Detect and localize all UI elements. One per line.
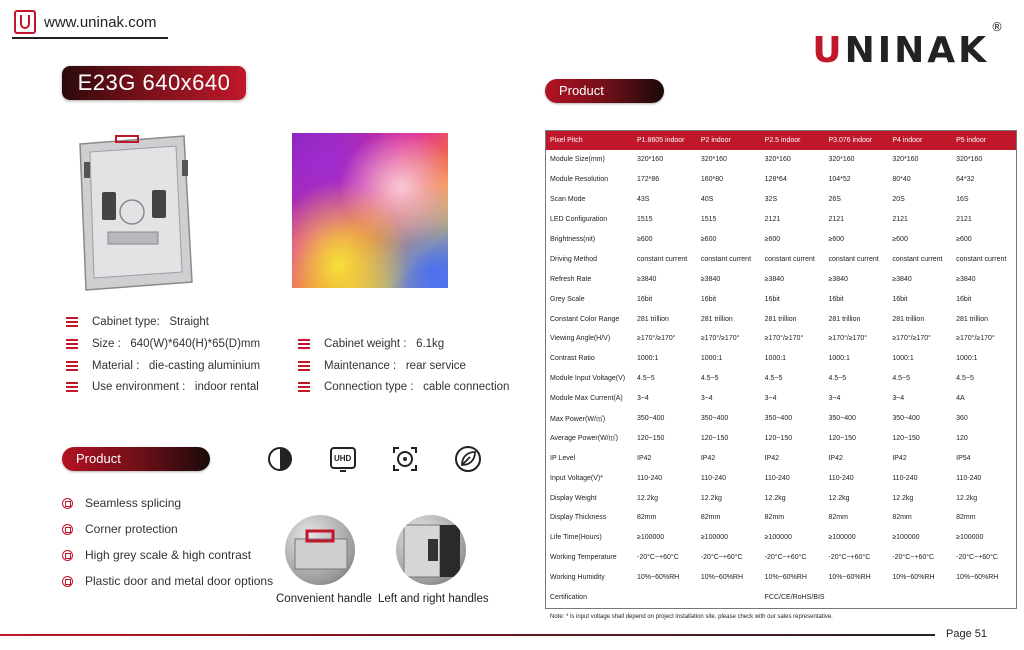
- registered-mark: ®: [991, 20, 1006, 34]
- table-cell: ≥100000: [764, 534, 792, 542]
- table-cell: 110-240: [700, 474, 726, 482]
- table-cell: 1000:1: [828, 355, 850, 363]
- table-cell: 82mm: [956, 514, 976, 522]
- header-divider: [12, 37, 168, 39]
- table-cell: 4.5~5: [637, 375, 655, 383]
- table-cell: ≥3840: [892, 275, 912, 283]
- table-cell: -20°C~+60°C: [700, 554, 743, 562]
- table-cell: IP42: [637, 454, 652, 462]
- table-cell: IP42: [828, 454, 843, 462]
- table-row: [546, 588, 1016, 608]
- table-cell: 120~150: [700, 434, 729, 442]
- parameter-table: [545, 130, 1017, 609]
- row-label: Module Max Current(A): [550, 395, 623, 403]
- table-cell: 320*160: [637, 156, 664, 164]
- row-label: LED Configuration: [550, 216, 608, 224]
- table-cell: 172*86: [637, 176, 660, 184]
- column-header: P2.5 indoor: [761, 131, 825, 150]
- table-cell: ≥600: [700, 236, 717, 243]
- badge-icon: [62, 498, 73, 509]
- row-label: Driving Method: [550, 255, 598, 263]
- list-icon: [66, 361, 78, 371]
- row-label: Working Humidity: [550, 574, 605, 582]
- table-cell: ≥100000: [956, 534, 984, 542]
- table-cell: 3~4: [828, 395, 841, 403]
- table-cell: 281 trillion: [892, 315, 925, 323]
- table-cell: 160*80: [700, 176, 724, 184]
- table-cell: 16bit: [892, 295, 908, 303]
- table-cell: 281 trillion: [956, 315, 989, 323]
- table-cell: 16bit: [637, 295, 653, 303]
- table-header-row: [546, 131, 1016, 150]
- row-label: Contrast Ratio: [550, 355, 595, 363]
- photo-caption: Convenient handle: [276, 593, 372, 605]
- cabinet-image: [72, 132, 202, 292]
- table-cell: 3~4: [637, 395, 649, 403]
- table-cell: 82mm: [700, 514, 721, 522]
- table-cell: 16bit: [956, 295, 972, 303]
- table-row: [546, 369, 1016, 389]
- footer-divider: [0, 634, 935, 636]
- table-cell: 26S: [828, 196, 841, 204]
- table-cell: -20°C~+60°C: [828, 554, 871, 562]
- table-row: [546, 389, 1016, 409]
- table-cell: 10%~60%RH: [828, 574, 871, 582]
- table-cell: ≥100000: [828, 534, 856, 542]
- table-cell: 1515: [637, 216, 653, 224]
- table-cell: 2121: [828, 216, 845, 224]
- table-cell: 1000:1: [700, 355, 723, 363]
- table-cell: constant current: [764, 255, 815, 263]
- page-number: Page 51: [946, 628, 987, 640]
- list-icon: [298, 361, 310, 371]
- spec-value: rear service: [405, 360, 466, 372]
- table-cell: 320*160: [892, 156, 919, 164]
- table-cell: 4.5~5: [956, 375, 974, 383]
- table-cell: ≥600: [892, 236, 908, 243]
- table-row: [546, 210, 1016, 230]
- row-label: Display Thickness: [550, 514, 607, 522]
- badge-icon: [62, 524, 73, 535]
- row-label: Module Resolution: [550, 176, 608, 184]
- table-cell: 104*52: [828, 176, 851, 184]
- handle-photo: [285, 515, 355, 585]
- table-row: [546, 170, 1016, 190]
- table-cell: 16bit: [700, 295, 717, 303]
- table-cell: ≥170°/≥170°: [637, 335, 676, 343]
- photo-caption: Left and right handles: [378, 593, 489, 605]
- parameter-title: Product Parameter: [545, 79, 664, 103]
- table-cell: constant current: [828, 255, 879, 263]
- spec-label: Maintenance :: [324, 360, 397, 372]
- column-header: Pixel Pitch: [546, 131, 633, 150]
- column-header: P1.8605 indoor: [633, 131, 697, 150]
- table-cell: ≥170°/≥170°: [892, 335, 931, 343]
- table-cell: 3~4: [892, 395, 905, 403]
- row-label: Viewing Angle(H/V): [550, 335, 611, 343]
- table-cell: 40S: [700, 196, 714, 204]
- spec-material: [66, 360, 260, 372]
- table-cell: 1515: [700, 216, 717, 224]
- table-cell: 120~150: [764, 434, 793, 442]
- model-title: E23G 640x640: [62, 66, 246, 100]
- table-cell: 1000:1: [637, 355, 659, 363]
- table-row: [546, 190, 1016, 210]
- table-cell: [697, 588, 761, 608]
- spec-value: indoor rental: [194, 381, 259, 393]
- table-cell: 12.2kg: [828, 494, 850, 502]
- table-cell: 350~400: [764, 415, 793, 423]
- spec-size: [66, 338, 260, 350]
- table-row: [546, 269, 1016, 289]
- table-cell: 350~400: [637, 415, 665, 423]
- brand-logo: [812, 20, 1006, 71]
- row-label: Scan Mode: [550, 196, 586, 204]
- badge-icon: [62, 550, 73, 561]
- table-cell: 320*160: [956, 156, 983, 164]
- website-url[interactable]: www.uninak.com: [44, 14, 157, 31]
- table-cell: 12.2kg: [956, 494, 978, 502]
- characteristic-item: [62, 548, 251, 562]
- spec-cabinet-type: [66, 316, 209, 328]
- table-cell: 4.5~5: [828, 375, 847, 383]
- table-cell: -20°C~+60°C: [956, 554, 998, 562]
- table-cell: 350~400: [892, 415, 920, 423]
- spec-cabinet-weight: [298, 338, 444, 350]
- list-icon: [66, 339, 78, 349]
- row-label: Module Input Voltage(V): [550, 375, 626, 383]
- spec-label: Cabinet weight :: [324, 338, 407, 350]
- row-label: Display Weight: [550, 494, 597, 502]
- table-cell: ≥3840: [637, 275, 657, 283]
- table-cell: ≥600: [637, 236, 653, 243]
- table-row: [546, 468, 1016, 488]
- characteristic-item: [62, 574, 273, 588]
- table-cell: 12.2kg: [764, 494, 786, 502]
- table-cell: constant current: [700, 255, 752, 263]
- spec-maintenance: [298, 360, 466, 372]
- led-screen-image: [292, 133, 448, 288]
- certification-value: FCC/CE/RoHS/BIS: [764, 594, 825, 602]
- table-cell: IP42: [700, 454, 716, 462]
- table-cell: ≥3840: [764, 275, 785, 283]
- table-cell: ≥600: [828, 236, 845, 243]
- table-cell: 281 trillion: [828, 315, 861, 323]
- table-cell: 16bit: [828, 295, 844, 303]
- table-cell: 320*160: [764, 156, 791, 164]
- spec-label: Material :: [92, 360, 140, 372]
- table-cell: ≥170°/≥170°: [700, 335, 740, 343]
- table-cell: 82mm: [637, 514, 657, 522]
- table-cell: ≥100000: [637, 534, 665, 542]
- table-cell: 360: [956, 415, 968, 423]
- table-cell: 2121: [892, 216, 908, 224]
- table-row: [546, 508, 1016, 528]
- table-cell: 10%~60%RH: [956, 574, 999, 582]
- table-cell: 10%~60%RH: [892, 574, 935, 582]
- characteristic-text: Plastic door and metal door options: [85, 574, 274, 588]
- spec-value: 6.1kg: [416, 338, 445, 350]
- row-label: Brightness(nit): [550, 236, 596, 243]
- table-row: [546, 548, 1016, 568]
- table-cell: 3~4: [700, 395, 713, 403]
- brand-initial: U: [812, 30, 845, 71]
- spec-use-environment: [66, 381, 259, 393]
- leaf-icon: [453, 444, 483, 474]
- spec-label: Connection type :: [324, 381, 414, 393]
- table-cell: 80*40: [892, 176, 911, 184]
- row-label: Module Size(mm): [550, 156, 605, 164]
- table-row: [546, 428, 1016, 448]
- table-row: [546, 230, 1016, 250]
- table-cell: ≥3840: [828, 275, 848, 283]
- table-cell: ≥100000: [892, 534, 920, 542]
- row-label: Average Power(W/㎡): [550, 435, 618, 443]
- list-icon: [298, 339, 310, 349]
- spec-value: cable connection: [423, 381, 510, 393]
- table-row: [546, 249, 1016, 269]
- table-cell: 16bit: [764, 295, 780, 303]
- table-cell: 82mm: [764, 514, 785, 522]
- table-cell: ≥170°/≥170°: [764, 335, 804, 343]
- table-cell: 2121: [764, 216, 781, 224]
- table-cell: 64*32: [956, 176, 975, 184]
- row-label: Constant Color Range: [550, 315, 620, 323]
- table-row: [546, 349, 1016, 369]
- table-cell: 320*160: [700, 156, 727, 164]
- table-cell: IP54: [956, 454, 971, 462]
- table-cell: 10%~60%RH: [764, 574, 807, 582]
- table-cell: 110-240: [637, 474, 663, 482]
- table-cell: -20°C~+60°C: [637, 554, 679, 562]
- table-row: [546, 448, 1016, 468]
- table-cell: 120~150: [892, 434, 920, 442]
- column-header: P2 indoor: [697, 131, 761, 150]
- table-cell: ≥170°/≥170°: [956, 335, 995, 343]
- table-cell: 4.5~5: [700, 375, 719, 383]
- table-cell: 4A: [956, 395, 965, 403]
- side-handles-photo: [396, 515, 466, 585]
- table-cell: ≥100000: [700, 534, 729, 542]
- row-label: Max Power(W/㎡): [550, 415, 606, 423]
- table-row: [546, 528, 1016, 548]
- logo-icon: [14, 10, 36, 34]
- table-cell: 16S: [956, 196, 969, 204]
- table-cell: 20S: [892, 196, 905, 204]
- table-cell: 120~150: [637, 434, 665, 442]
- table-cell: 110-240: [764, 474, 790, 482]
- table-cell: ≥600: [764, 236, 781, 243]
- characteristic-item: [62, 522, 178, 536]
- table-cell: ≥170°/≥170°: [828, 335, 868, 343]
- table-cell: 350~400: [700, 415, 729, 423]
- column-header: P3.076 indoor: [824, 131, 888, 150]
- badge-icon: [62, 576, 73, 587]
- table-cell: 120~150: [828, 434, 856, 442]
- characteristic-text: Seamless splicing: [85, 496, 182, 510]
- column-header: P5 indoor: [952, 131, 1016, 150]
- characteristics-title: Product Characteristics: [62, 447, 210, 471]
- table-cell: 12.2kg: [637, 494, 659, 502]
- row-label: IP Level: [550, 454, 576, 462]
- table-cell: 320*160: [828, 156, 855, 164]
- table-cell: 12.2kg: [892, 494, 914, 502]
- table-cell: 43S: [637, 196, 650, 204]
- characteristic-text: Corner protection: [85, 522, 178, 536]
- table-cell: -20°C~+60°C: [892, 554, 935, 562]
- table-cell: 1000:1: [956, 355, 978, 363]
- table-cell: IP42: [892, 454, 907, 462]
- spec-label: Cabinet type:: [92, 316, 160, 328]
- table-cell: 128*64: [764, 176, 787, 184]
- row-label: Life Time(Hours): [550, 534, 602, 542]
- table-row: [546, 329, 1016, 349]
- table-cell: 281 trillion: [700, 315, 733, 323]
- table-cell: -20°C~+60°C: [764, 554, 807, 562]
- table-cell: 110-240: [892, 474, 918, 482]
- list-icon: [66, 382, 78, 392]
- list-icon: [66, 317, 78, 327]
- table-cell: 12.2kg: [700, 494, 722, 502]
- contrast-icon: [265, 444, 295, 474]
- spec-value: Straight: [169, 316, 209, 328]
- spec-value: 640(W)*640(H)*65(D)mm: [130, 338, 261, 350]
- table-cell: 4.5~5: [892, 375, 911, 383]
- table-cell: 82mm: [892, 514, 912, 522]
- brand-name: NINAK: [844, 30, 989, 71]
- table-cell: 4.5~5: [764, 375, 783, 383]
- uhd-icon: [328, 444, 358, 474]
- table-cell: 120: [956, 434, 968, 442]
- table-row: [546, 289, 1016, 309]
- table-cell: 281 trillion: [637, 315, 669, 323]
- characteristic-item: [62, 496, 181, 510]
- row-label: Refresh Rate: [550, 275, 592, 283]
- table-cell: 350~400: [828, 415, 856, 423]
- table-cell: 1000:1: [892, 355, 914, 363]
- table-cell: 110-240: [956, 474, 982, 482]
- table-cell: 10%~60%RH: [700, 574, 744, 582]
- spec-value: die-casting aluminium: [148, 360, 261, 372]
- table-cell: ≥3840: [700, 275, 721, 283]
- table-cell: 3~4: [764, 395, 777, 403]
- table-cell: 32S: [764, 196, 778, 204]
- table-note: Note: * is input voltage shall depend on project installation site, please check with our sales representative.: [550, 614, 833, 620]
- table-cell: ≥600: [956, 236, 972, 243]
- table-row: [546, 150, 1016, 170]
- table-cell: 110-240: [828, 474, 854, 482]
- table-cell: constant current: [956, 255, 1007, 263]
- row-label: Working Temperature: [550, 554, 617, 562]
- table-cell: 1000:1: [764, 355, 787, 363]
- table-cell: 82mm: [828, 514, 848, 522]
- table-row: [546, 488, 1016, 508]
- spec-connection-type: [298, 381, 509, 393]
- spec-label: Size :: [92, 338, 121, 350]
- table-cell: 2121: [956, 216, 972, 224]
- table-row: [546, 409, 1016, 429]
- row-label: Input Voltage(V)*: [550, 474, 603, 482]
- uhd-label: UHD: [334, 454, 352, 463]
- table-row: [546, 568, 1016, 588]
- table-row: [546, 309, 1016, 329]
- target-icon: [390, 444, 420, 474]
- table-cell: constant current: [892, 255, 943, 263]
- characteristic-text: High grey scale & high contrast: [85, 548, 252, 562]
- row-label: Grey Scale: [550, 295, 585, 303]
- table-cell: 281 trillion: [764, 315, 797, 323]
- column-header: P4 indoor: [888, 131, 952, 150]
- row-label: Certification: [550, 594, 587, 602]
- table-cell: 10%~60%RH: [637, 574, 680, 582]
- table-cell: [633, 588, 697, 608]
- table-cell: ≥3840: [956, 275, 976, 283]
- spec-label: Use environment :: [92, 381, 186, 393]
- table-cell: constant current: [637, 255, 688, 263]
- list-icon: [298, 382, 310, 392]
- table-cell: IP42: [764, 454, 780, 462]
